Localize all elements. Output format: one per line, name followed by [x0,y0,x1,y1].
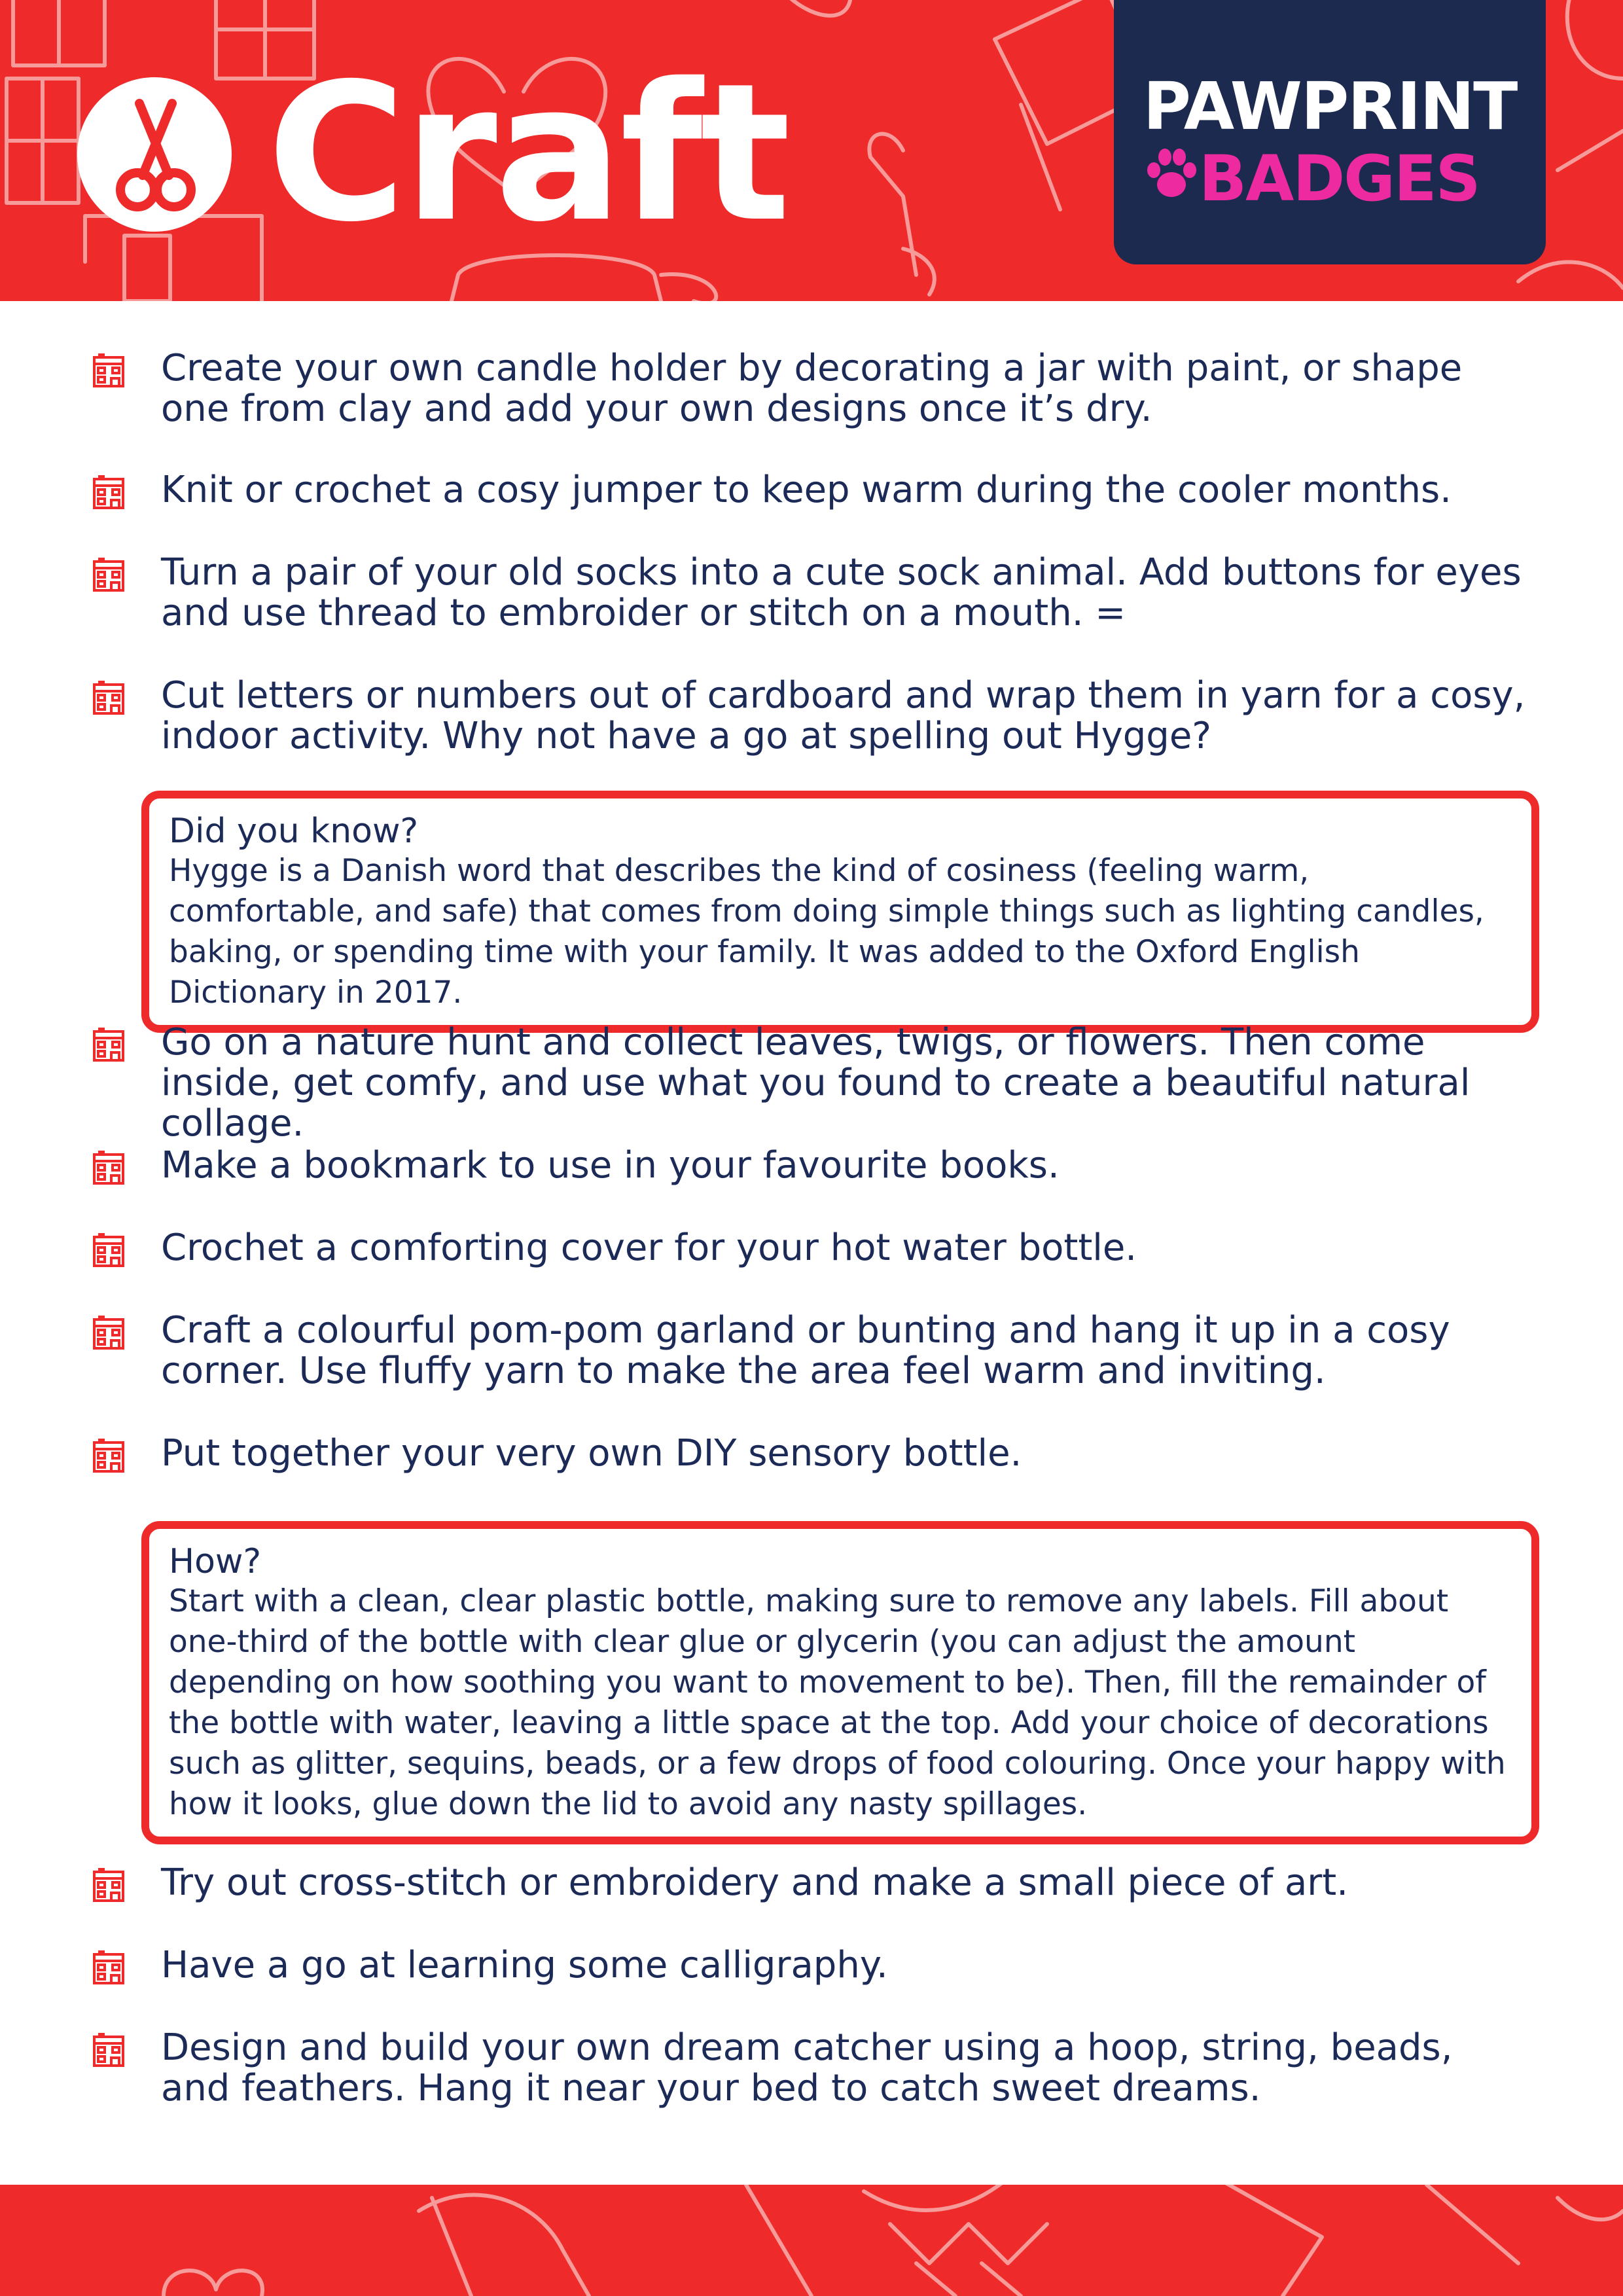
house-icon [92,1149,126,1186]
list-item-text: Design and build your own dream catcher using a hoop, string, beads, and feathers. Hang it near your bed to catch sweet dreams. [161,2026,1453,2109]
how-box [141,1521,1539,1844]
brand-name-line1: PAWPRINT [1143,68,1517,145]
house-icon [92,1232,126,1268]
house-icon [92,474,126,511]
paw-icon [1145,145,1198,204]
list-item-text: Craft a colourful pom-pom garland or bunting and hang it up in a cosy corner. Use fluffy yarn to make the area feel warm and inviting. [161,1309,1450,1392]
house-icon [92,352,126,389]
did-you-know-body: Hygge is a Danish word that describes the kind of cosiness (feeling warm, comfortable, and safe) that comes from doing simple things such as lighting candles, baking, or spending time with your family. It was added to the Oxford English Dictionary in 2017. [169,853,1484,1011]
list-item-text: Put together your very own DIY sensory bottle. [161,1432,1022,1475]
scissors-icon [77,77,232,232]
how-title: How? [169,1542,262,1581]
list-item-text: Cut letters or numbers out of cardboard and wrap them in yarn for a cosy, indoor activity. Why not have a go at spelling out Hygge? [161,674,1525,757]
list-item-text: Try out cross-stitch or embroidery and make a small piece of art. [161,1861,1349,1904]
house-icon [92,679,126,716]
list-item-text: Have a go at learning some calligraphy. [161,1944,888,1986]
list-item-text: Go on a nature hunt and collect leaves, twigs, or flowers. Then come inside, get comfy, and use what you found to create a beautiful natural collage. [161,1021,1471,1145]
house-icon [92,2032,126,2068]
footer-doodles [0,2185,1623,2296]
list-item-text: Create your own candle holder by decorating a jar with paint, or shape one from clay and add your own designs once it’s dry. [161,347,1463,430]
house-icon [92,556,126,593]
house-icon [92,1867,126,1903]
list-item-text: Crochet a comforting cover for your hot water bottle. [161,1227,1137,1269]
page-title: Craft [267,43,789,264]
title-badge [77,77,232,232]
header-banner [0,0,1623,301]
house-icon [92,1026,126,1063]
list-item-text: Make a bookmark to use in your favourite books. [161,1144,1060,1187]
did-you-know-box [141,791,1539,1033]
footer-banner [0,2185,1623,2296]
list-item-text: Turn a pair of your old socks into a cute sock animal. Add buttons for eyes and use thread to embroider or stitch on a mouth. = [161,551,1522,634]
brand-name-line2: BADGES [1199,142,1480,215]
brand-logo [1114,0,1546,264]
how-body: Start with a clean, clear plastic bottle, making sure to remove any labels. Fill about one-third of the bottle with clear glue or glycerin (you can adjust the amount depending on how soothing you want to movement to be). Then, fill the remainder of the bottle with water, leaving a little space at the top. Add your choice of decorations such as glitter, sequins, beads, or a few drops of food colouring. Once your happy with how it looks, glue down the lid to avoid any nasty spillages. [169,1583,1506,1822]
list-item-text: Knit or crochet a cosy jumper to keep warm during the cooler months. [161,469,1452,511]
did-you-know-title: Did you know? [169,812,419,851]
house-icon [92,1949,126,1986]
house-icon [92,1437,126,1474]
house-icon [92,1314,126,1351]
